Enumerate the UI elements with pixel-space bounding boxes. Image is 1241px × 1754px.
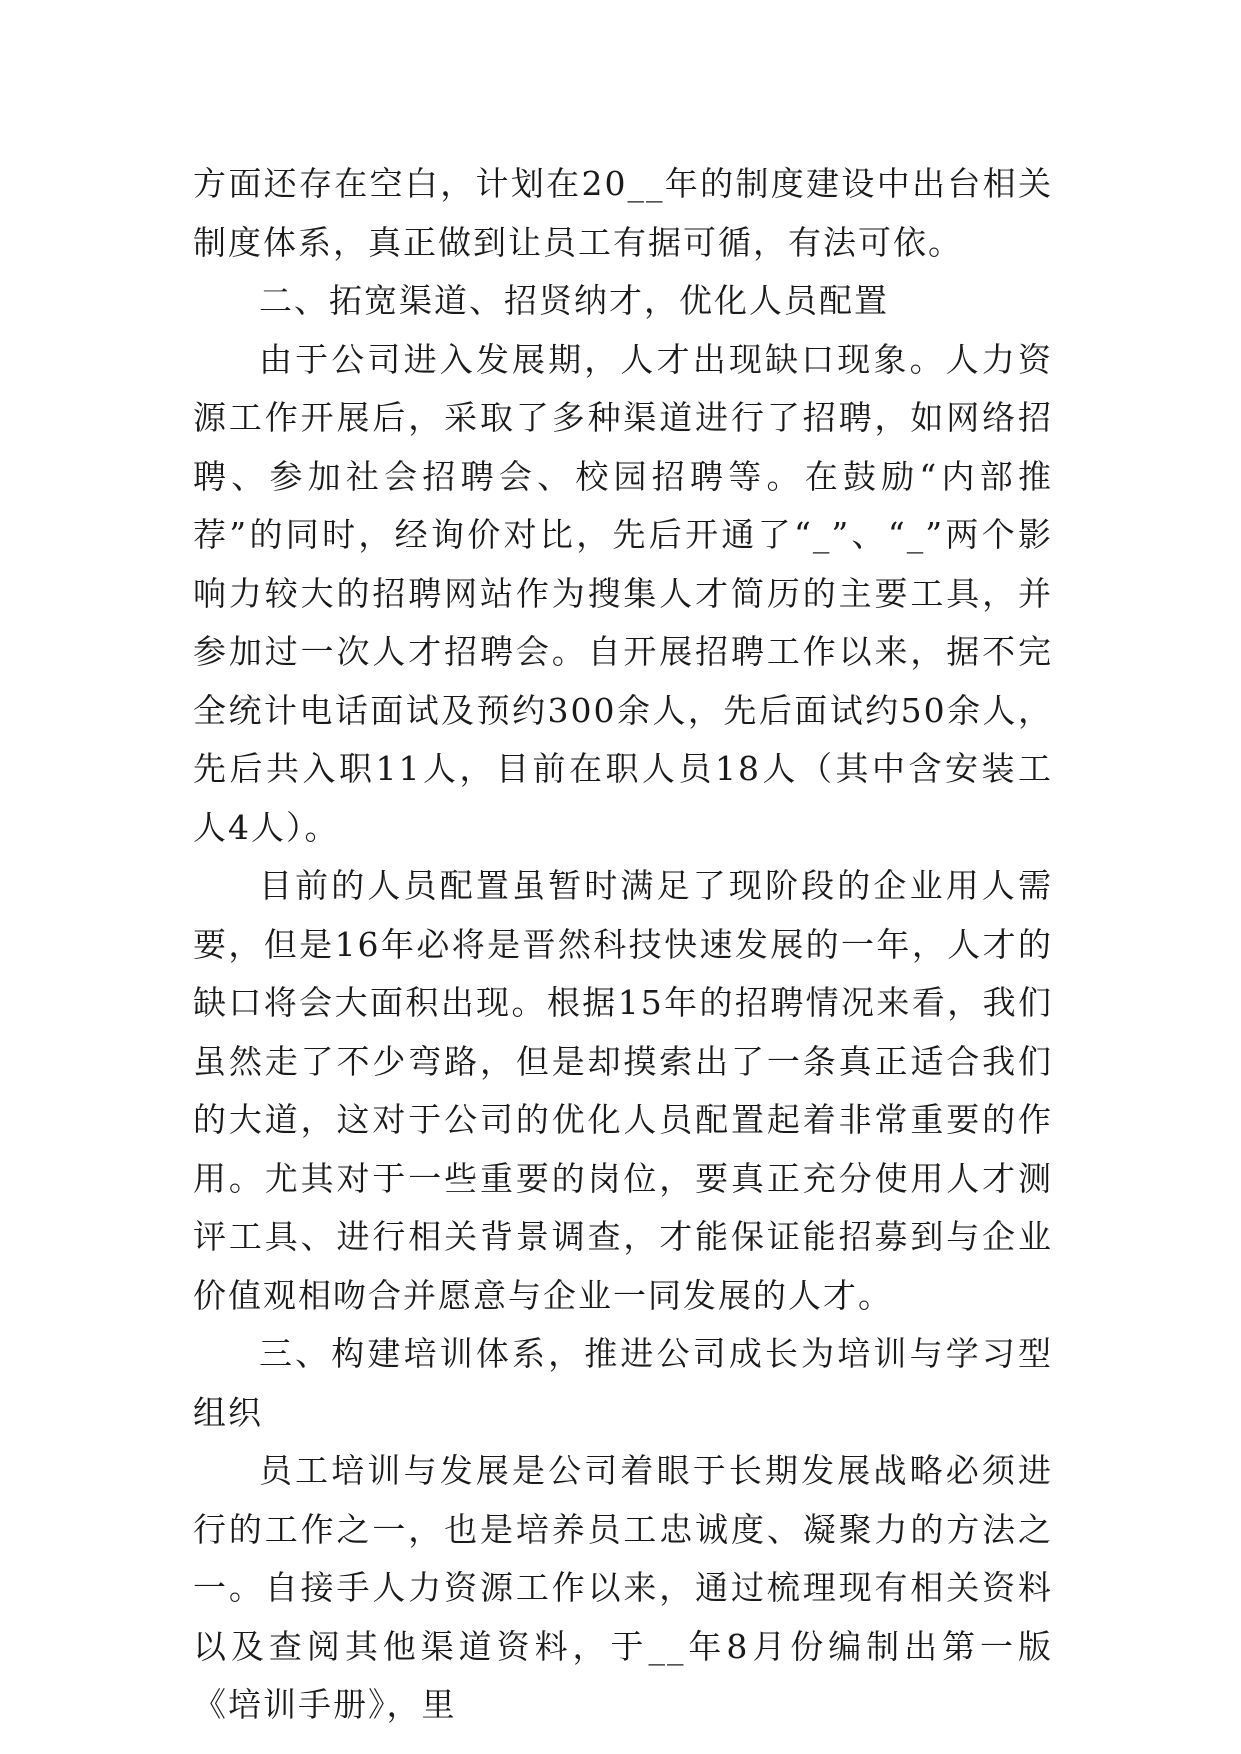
paragraph-recruitment: 由于公司进入发展期，人才出现缺口现象。人力资源工作开展后，采取了多种渠道进行了招聘，如网络招聘、参加社会招聘会、校园招聘等。在鼓励“内部推荐”的同时，经询价对比，先后开通了“_”、“_”两个影响力较大的招聘网站作为搜集人才简历的主要工具，并参加过一次人才招聘会。自开展招聘工作以来，据不完全统计电话面试及预约300余人，先后面试约50余人，先后共入职11人，目前在职人员18人（其中含安装工人4人）。 bbox=[193, 339, 1053, 847]
paragraph-training: 员工培训与发展是公司着眼于长期发展战略必须进行的工作之一，也是培养员工忠诚度、凝聚力的方法之一。自接手人力资源工作以来，通过梳理现有相关资料以及查阅其他渠道资料，于__年8月份编制出第一版《培训手册》，里 bbox=[193, 1451, 1053, 1724]
paragraph-staffing: 目前的人员配置虽暂时满足了现阶段的企业用人需要，但是16年必将是晋然科技快速发展的一年，人才的缺口将会大面积出现。根据15年的招聘情况来看，我们虽然走了不少弯路，但是却摸索出了一条真正适合我们的大道，这对于公司的优化人员配置起着非常重要的作用。尤其对于一些重要的岗位，要真正充分使用人才测评工具、进行相关背景调查，才能保证能招募到与企业价值观相吻合并愿意与企业一同发展的人才。 bbox=[193, 866, 1053, 1315]
paragraph-1: 方面还存在空白，计划在20__年的制度建设中出台相关制度体系，真正做到让员工有据可循，有法可依。 bbox=[193, 164, 1053, 262]
document-body bbox=[193, 155, 1053, 1735]
section-heading-2: 二、拓宽渠道、招贤纳才，优化人员配置 bbox=[259, 281, 889, 320]
section-heading-3: 三、构建培训体系，推进公司成长为培训与学习型组织 bbox=[193, 1334, 1053, 1432]
